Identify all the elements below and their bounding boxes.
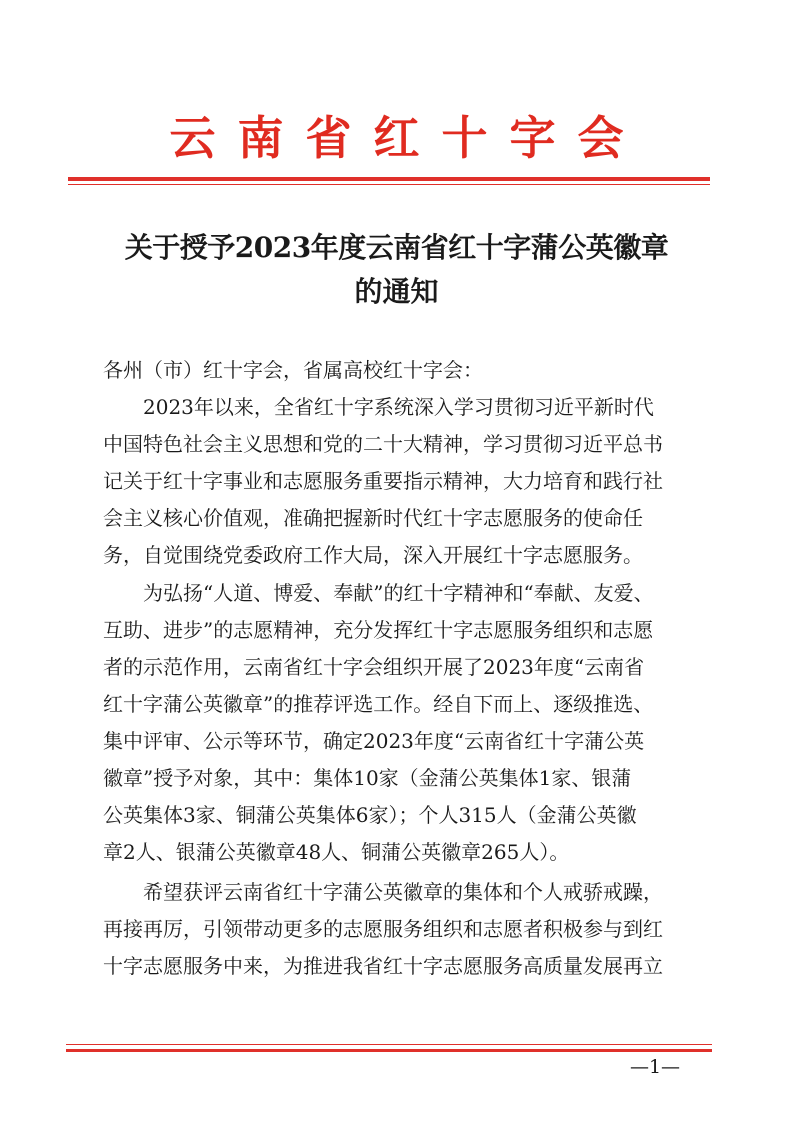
letterhead-rule-thick [68,177,710,181]
letterhead-org-name: 云南省红十字会 [169,111,646,165]
body-line: 会主义核心价值观，准确把握新时代红十字志愿服务的使命任 [103,506,643,530]
body-line: 为弘扬“人道、博爱、奉献”的红十字精神和“奉献、友爱、 [143,581,654,605]
footer-rule-thick [66,1049,712,1052]
body-line: 公英集体3家、铜蒲公英集体6家）；个人315人（金蒲公英徽 [103,803,637,827]
body-line: 红十字蒲公英徽章”的推荐评选工作。经自下而上、逐级推选、 [103,692,654,716]
body-line: 中国特色社会主义思想和党的二十大精神，学习贯彻习近平总书 [103,432,663,456]
letterhead-rule-thin [68,184,710,185]
footer-rule-thin [66,1044,712,1045]
body-line: 章2人、银蒲公英徽章48人、铜蒲公英徽章265人）。 [103,840,570,864]
document-title-line-1: 关于授予2023年度云南省红十字蒲公英徽章 [124,231,669,264]
addressee: 各州（市）红十字会，省属高校红十字会： [103,358,483,382]
body-line: 再接再厉，引领带动更多的志愿服务组织和志愿者积极参与到红 [103,917,663,941]
body-line: 希望获评云南省红十字蒲公英徽章的集体和个人戒骄戒躁， [143,880,663,904]
document-title-line-2: 的通知 [354,275,439,308]
body-line: 徽章”授予对象，其中：集体10家（金蒲公英集体1家、银蒲 [103,766,632,790]
body-line: 集中评审、公示等环节，确定2023年度“云南省红十字蒲公英 [103,729,645,753]
body-line: 十字志愿服务中来，为推进我省红十字志愿服务高质量发展再立 [103,954,663,978]
body-line: 者的示范作用，云南省红十字会组织开展了2023年度“云南省 [103,655,645,679]
document-body [103,352,703,992]
body-line: 2023年以来，全省红十字系统深入学习贯彻习近平新时代 [143,395,654,419]
body-line: 互助、进步”的志愿精神，充分发挥红十字志愿服务组织和志愿 [103,618,654,642]
page-number: —1— [629,1056,681,1078]
body-line: 记关于红十字事业和志愿服务重要指示精神，大力培育和践行社 [103,469,663,493]
body-line: 务，自觉围绕党委政府工作大局，深入开展红十字志愿服务。 [103,543,643,567]
